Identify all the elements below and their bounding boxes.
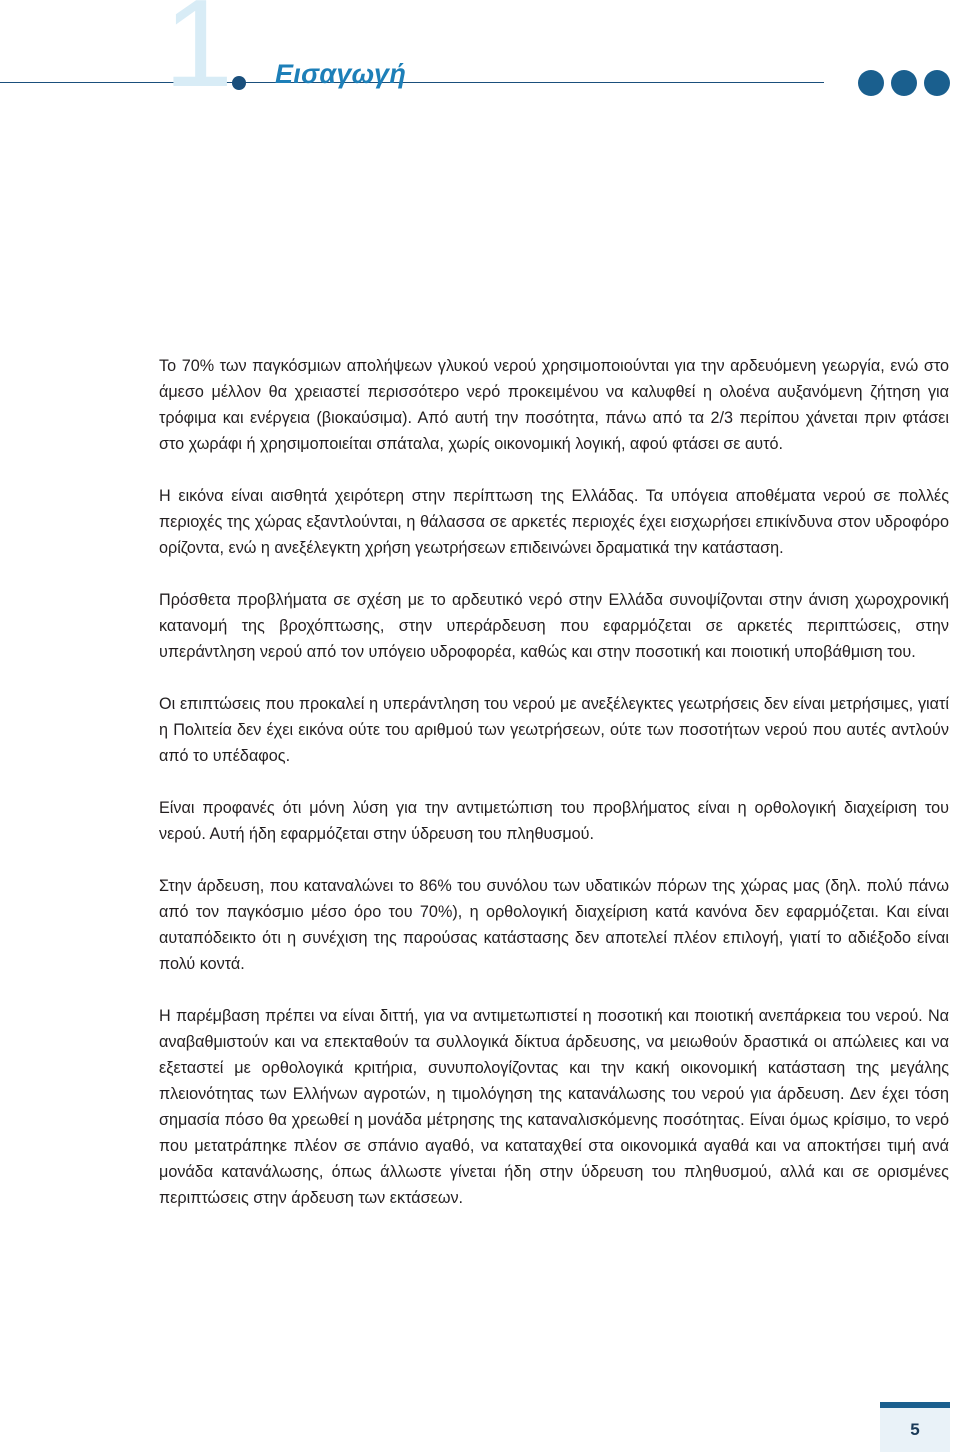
dot-icon [858, 70, 884, 96]
decorative-dots [858, 70, 950, 96]
dot-icon [924, 70, 950, 96]
page-number-box [880, 1402, 950, 1452]
header-rule [0, 82, 824, 83]
paragraph: Η εικόνα είναι αισθητά χειρότερη στην περίπτωση της Ελλάδας. Τα υπόγεια αποθέματα νερού σε πολλές περιοχές της χώρας εξαντλούνται, η θάλασσα σε αρκετές περιοχές έχει εισχωρήσει επικίνδυνα στον υδροφόρο ορίζοντα, ενώ η ανεξέλεγκτη χρήση γεωτρήσεων επιδεινώνει δραματικά την κατάσταση. [159, 487, 949, 557]
paragraph: Πρόσθετα προβλήματα σε σχέση με το αρδευτικό νερό στην Ελλάδα συνοψίζονται στην άνιση χωροχρονική κατανομή της βροχόπτωσης, στην υπεράρδευση που εφαρμόζεται σε αρκετές περιπτώσεις, στην υπεράντληση νερού από τον υπόγειο υδροφορέα, καθώς και στην ποσοτική και ποιοτική υποβάθμιση του. [159, 591, 949, 661]
paragraph: Το 70% των παγκόσμιων απολήψεων γλυκού νερού χρησιμοποιούνται για την αρδευόμενη γεωργία, ενώ στο άμεσο μέλλον θα χρειαστεί περισσότερο νερό προκειμένου να καλυφθεί η ολοένα αυξανόμενη ζήτηση για τρόφιμα και ενέργεια (βιοκαύσιμα). Από αυτή την ποσότητα, πάνω από τα 2/3 περίπου χάνεται πριν φτάσει στο χωράφι ή χρησιμοποιείται σπάταλα, χωρίς οικονομική λογική, αφού φτάσει σε αυτό. [159, 357, 949, 453]
paragraph: Στην άρδευση, που καταναλώνει το 86% του συνόλου των υδατικών πόρων της χώρας μας (δηλ. πολύ πάνω από τον παγκόσμιο μέσο όρο του 70%), η ορθολογική διαχείριση κατά κανόνα δεν εφαρμόζεται. Και είναι αυταπόδεικτο ότι η συνέχιση της παρούσας κατάστασης δεν αποτελεί πλέον επιλογή, γιατί το αδιέξοδο είναι πολύ κοντά. [159, 877, 949, 973]
paragraph: Είναι προφανές ότι μόνη λύση για την αντιμετώπιση του προβλήματος είναι η ορθολογική διαχείριση του νερού. Αυτή ήδη εφαρμόζεται στην ύδρευση του πληθυσμού. [159, 799, 949, 843]
chapter-title: Εισαγωγή [275, 59, 407, 89]
body-text [159, 353, 949, 1237]
dot-icon [891, 70, 917, 96]
paragraph: Οι επιπτώσεις που προκαλεί η υπεράντληση του νερού με ανεξέλεγκτες γεωτρήσεις δεν είναι μετρήσιμες, γιατί η Πολιτεία δεν έχει εικόνα ούτε του αριθμού των γεωτρήσεων, ούτε των ποσοτήτων νερού που αυτές αντλούν από το υπέδαφος. [159, 695, 949, 765]
chapter-dot [232, 76, 246, 90]
page-number: 5 [910, 1420, 920, 1439]
paragraph: Η παρέμβαση πρέπει να είναι διττή, για να αντιμετωπιστεί η ποσοτική και ποιοτική ανεπάρκεια του νερού. Να αναβαθμιστούν και να επεκταθούν τα συλλογικά δίκτυα άρδευσης, να μειωθούν δραστικά οι απώλειες και να εξεταστεί με ορθολογικά κριτήρια, συνυπολογίζοντας και την κακή οικονομική κατάσταση της μεγάλης πλειονότητας των Ελλήνων αγροτών, η τιμολόγηση της κατανάλωσης του νερού για άρδευση. Δεν έχει τόση σημασία πόσο θα χρεωθεί η μονάδα μέτρησης της καταναλισκόμενης ποσότητας. Είναι όμως κρίσιμο, το νερό που μετατράπηκε πλέον σε σπάνιο αγαθό, να καταταχθεί στα οικονομικά αγαθά και να αποκτήσει τιμή ανά μονάδα κατανάλωσης, όπως άλλωστε γίνεται ήδη στην ύδρευση του πληθυσμού, αλλά και σε ορισμένες περιπτώσεις στην άρδευση των εκτάσεων. [159, 1007, 949, 1207]
chapter-number: 1 [164, 0, 229, 113]
